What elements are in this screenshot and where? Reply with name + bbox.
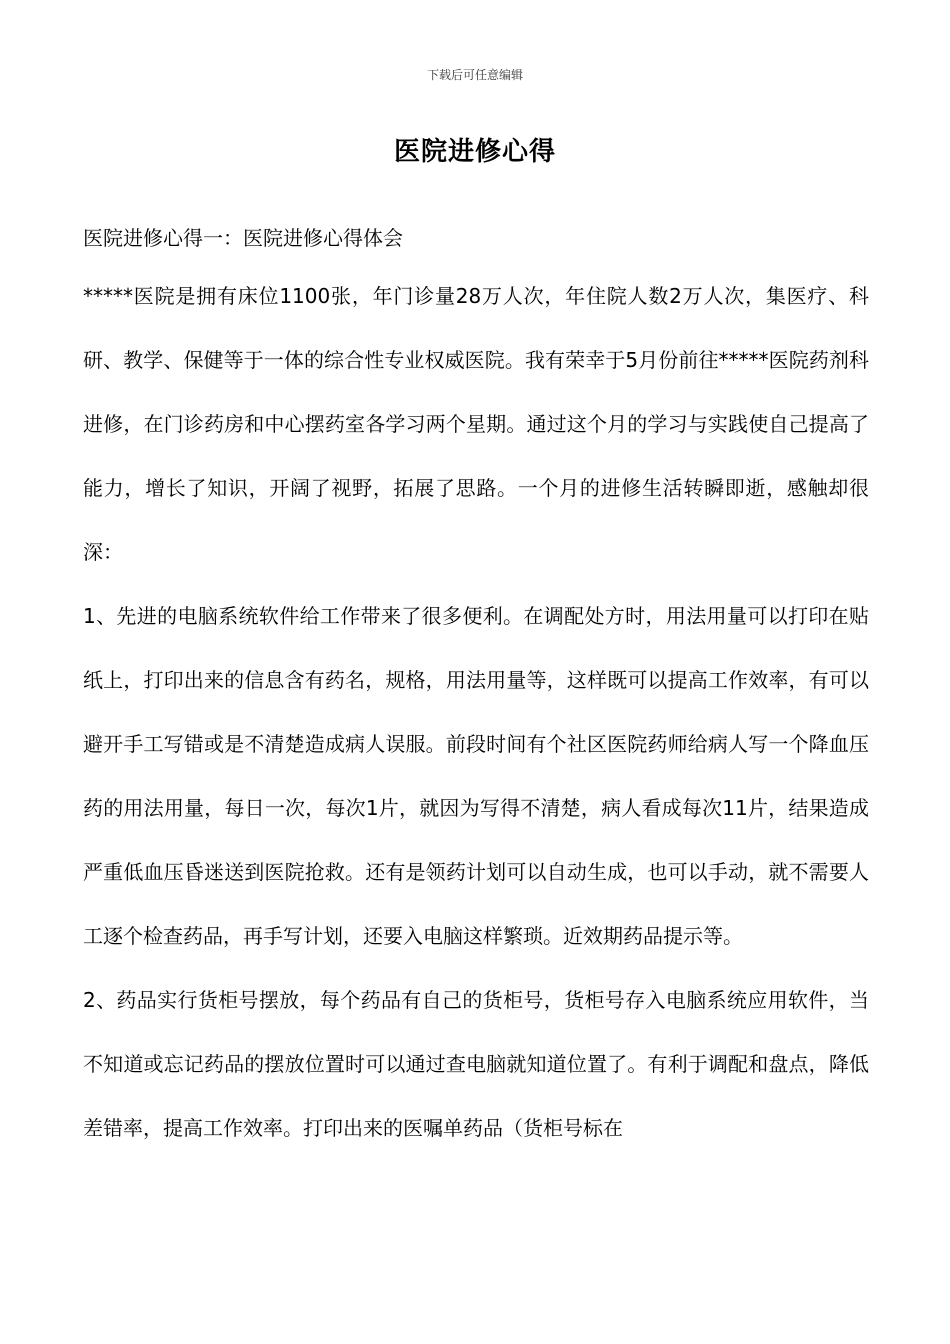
paragraph-point-1: 1、先进的电脑系统软件给工作带来了很多便利。在调配处方时，用法用量可以打印在贴纸上，打印出来的信息含有药名，规格，用法用量等，这样既可以提高工作效率，有可以避开手工写错或是不清楚造成病人误服。前段时间有个社区医院药师给病人写一个降血压药的用法用量，每日一次，每次1片，就因为写得不清楚，病人看成每次11片，结果造成严重低血压昏迷送到医院抢救。还有是领药计划可以自动生成，也可以手动，就不需要人工逐个检查药品，再手写计划，还要入电脑这样繁琐。近效期药品提示等。	[83, 604, 869, 948]
section-subheading: 医院进修心得一：医院进修心得体会	[83, 226, 403, 250]
document-body	[83, 224, 869, 1160]
header-note: 下载后可任意编辑	[426, 68, 523, 82]
document-title: 医院进修心得	[393, 137, 556, 167]
paragraph-point-2: 2、药品实行货柜号摆放，每个药品有自己的货柜号，货柜号存入电脑系统应用软件，当不知道或忘记药品的摆放位置时可以通过查电脑就知道位置了。有利于调配和盘点，降低差错率，提高工作效率。打印出来的医嘱单药品（货柜号标在	[83, 988, 869, 1140]
paragraph-intro: *****医院是拥有床位1100张，年门诊量28万人次，年住院人数2万人次，集医疗、科研、教学、保健等于一体的综合性专业权威医院。我有荣幸于5月份前往*****医院药剂科进修，在门诊药房和中心摆药室各学习两个星期。通过这个月的学习与实践使自己提高了能力，增长了知识，开阔了视野，拓展了思路。一个月的进修生活转瞬即逝，感触却很深：	[83, 284, 869, 564]
